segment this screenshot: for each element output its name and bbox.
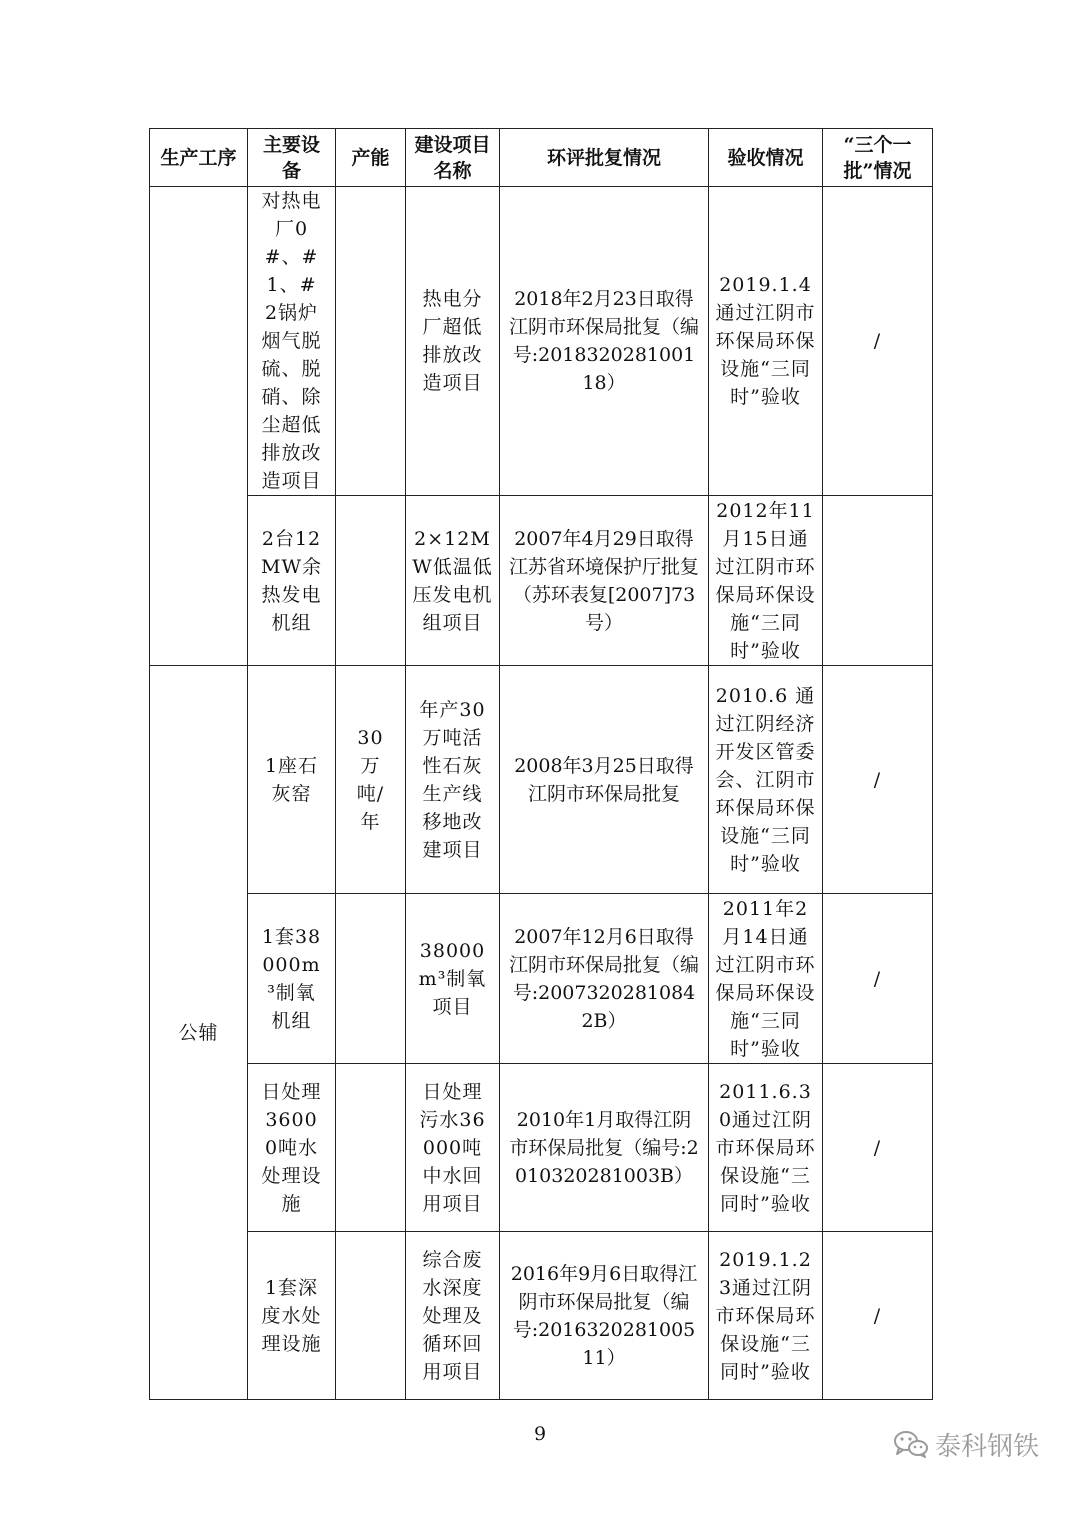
cell-process: 公辅 [150, 666, 248, 1400]
project-status-table [149, 128, 933, 1400]
cell-project: 年产30万吨活性石灰生产线移地改建项目 [406, 666, 500, 894]
cell-capacity [336, 496, 406, 666]
table-row [150, 1064, 933, 1232]
cell-acceptance: 2019.1.4通过江阴市环保局环保设施“三同时”验收 [709, 187, 823, 496]
cell-three-batch: / [823, 666, 933, 894]
cell-project: 38000m³制氧项目 [406, 894, 500, 1064]
table-row [150, 187, 933, 496]
cell-acceptance: 2012年11月15日通过江阴市环保局环保设施“三同时”验收 [709, 496, 823, 666]
cell-acceptance: 2011.6.30通过江阴市环保局环保设施“三同时”验收 [709, 1064, 823, 1232]
cell-eia: 2010年1月取得江阴市环保局批复（编号:2010320281003B） [500, 1064, 709, 1232]
cell-process [150, 187, 248, 666]
cell-eia: 2018年2月23日取得江阴市环保局批复（编号:201832028100118） [500, 187, 709, 496]
cell-project: 热电分厂超低排放改造项目 [406, 187, 500, 496]
cell-equipment: 1套深度水处理设施 [248, 1232, 336, 1400]
header-process: 生产工序 [150, 129, 248, 187]
header-acceptance: 验收情况 [709, 129, 823, 187]
wechat-icon [893, 1429, 929, 1459]
cell-equipment: 1套38000m³制氧机组 [248, 894, 336, 1064]
table-row [150, 496, 933, 666]
cell-three-batch: / [823, 187, 933, 496]
header-project: 建设项目名称 [406, 129, 500, 187]
cell-capacity [336, 187, 406, 496]
watermark [893, 1426, 1039, 1462]
cell-eia: 2008年3月25日取得江阴市环保局批复 [500, 666, 709, 894]
cell-acceptance: 2010.6 通过江阴经济开发区管委会、江阴市环保局环保设施“三同时”验收 [709, 666, 823, 894]
cell-capacity [336, 1232, 406, 1400]
header-row [150, 129, 933, 187]
cell-eia: 2007年12月6日取得江阴市环保局批复（编号:20073202810842B） [500, 894, 709, 1064]
cell-three-batch: / [823, 1064, 933, 1232]
cell-eia: 2016年9月6日取得江阴市环保局批复（编号:201632028100511） [500, 1232, 709, 1400]
table-row [150, 1232, 933, 1400]
cell-capacity [336, 894, 406, 1064]
table-row [150, 666, 933, 894]
cell-project: 2×12MW低温低压发电机组项目 [406, 496, 500, 666]
cell-three-batch: / [823, 894, 933, 1064]
header-equipment: 主要设备 [248, 129, 336, 187]
cell-project: 综合废水深度处理及循环回用项目 [406, 1232, 500, 1400]
cell-eia: 2007年4月29日取得江苏省环境保护厅批复（苏环表复[2007]73号） [500, 496, 709, 666]
cell-project: 日处理污水36000吨中水回用项目 [406, 1064, 500, 1232]
cell-three-batch [823, 496, 933, 666]
header-three-batch: “三个一批”情况 [823, 129, 933, 187]
cell-capacity: 30万吨/年 [336, 666, 406, 894]
table-row [150, 894, 933, 1064]
page-number: 9 [533, 1423, 547, 1445]
header-eia: 环评批复情况 [500, 129, 709, 187]
cell-equipment: 日处理36000吨水处理设施 [248, 1064, 336, 1232]
cell-equipment: 1座石灰窑 [248, 666, 336, 894]
header-capacity: 产能 [336, 129, 406, 187]
cell-three-batch: / [823, 1232, 933, 1400]
cell-acceptance: 2019.1.23通过江阴市环保局环保设施“三同时”验收 [709, 1232, 823, 1400]
cell-equipment: 2台12MW余热发电机组 [248, 496, 336, 666]
cell-equipment: 对热电厂0#、#1、#2锅炉烟气脱硫、脱硝、除尘超低排放改造项目 [248, 187, 336, 496]
watermark-text: 泰科钢铁 [935, 1431, 1040, 1462]
cell-acceptance: 2011年2月14日通过江阴市环保局环保设施“三同时”验收 [709, 894, 823, 1064]
cell-capacity [336, 1064, 406, 1232]
